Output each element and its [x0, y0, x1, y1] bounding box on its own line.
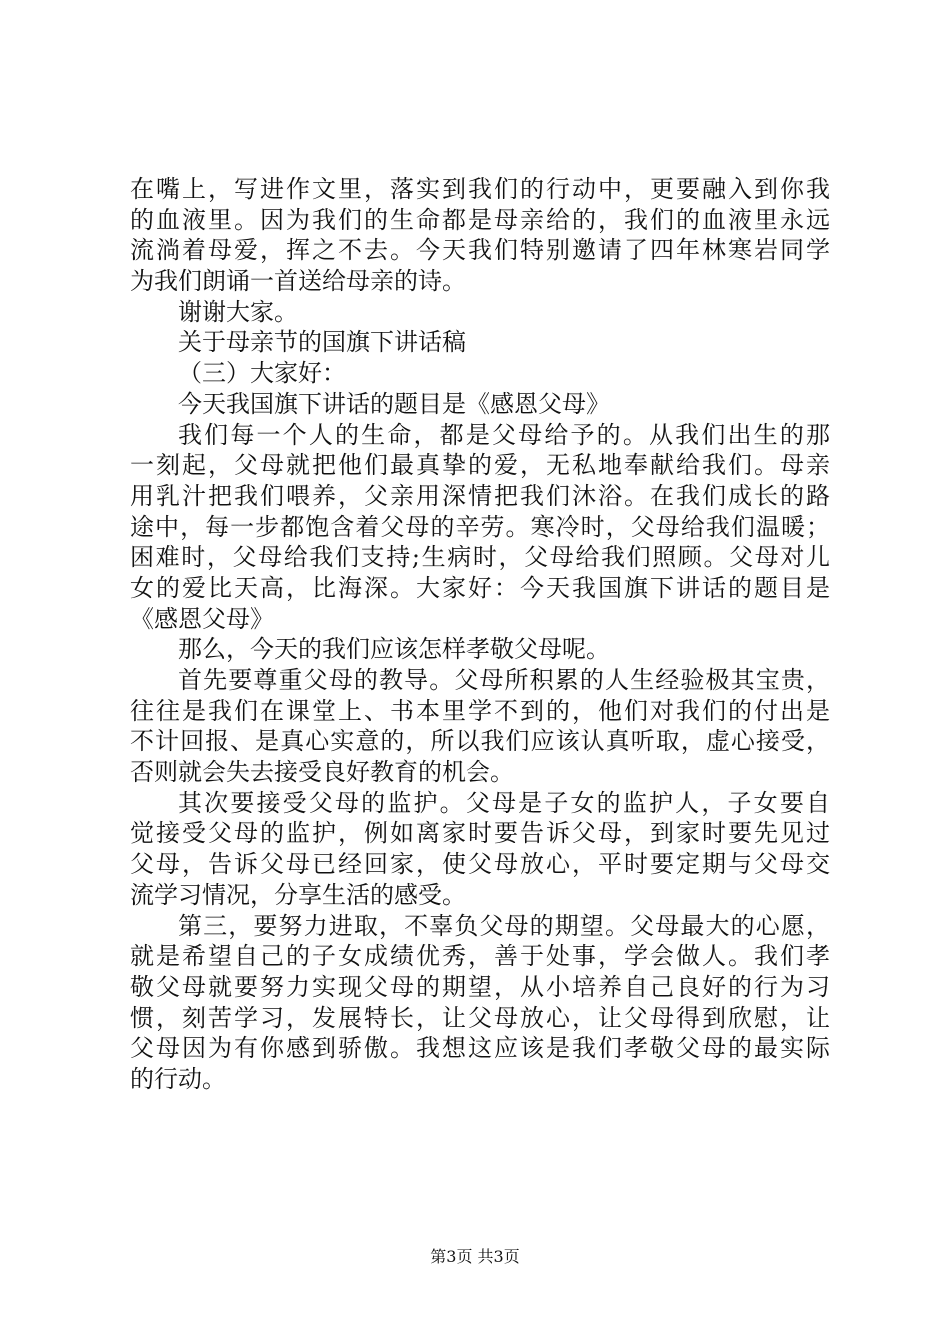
- text-line: 不计回报、是真心实意的，所以我们应该认真听取，虚心接受，: [130, 727, 830, 756]
- text-line: 今天我国旗下讲话的题目是《感恩父母》: [178, 389, 610, 418]
- page-footer: 第3页 共3页: [430, 1247, 520, 1266]
- text-line: 我们每一个人的生命，都是父母给予的。从我们出生的那: [178, 420, 830, 449]
- text-line: 那么，今天的我们应该怎样孝敬父母呢。: [178, 635, 610, 664]
- text-line: 流学习情况，分享生活的感受。: [130, 880, 466, 909]
- text-line: 困难时，父母给我们支持;生病时，父母给我们照顾。父母对儿: [130, 543, 830, 572]
- text-line: 一刻起，父母就把他们最真挚的爱，无私地奉献给我们。母亲: [130, 451, 830, 480]
- text-line: 的血液里。因为我们的生命都是母亲给的，我们的血液里永远: [130, 205, 830, 234]
- text-line: 敬父母就要努力实现父母的期望，从小培养自己良好的行为习: [130, 972, 830, 1001]
- text-line: 谢谢大家。: [178, 297, 298, 326]
- text-line: 第三，要努力进取，不辜负父母的期望。父母最大的心愿，: [178, 911, 830, 940]
- text-line: 为我们朗诵一首送给母亲的诗。: [130, 267, 466, 296]
- text-line: 流淌着母爱，挥之不去。今天我们特别邀请了四年林寒岩同学: [130, 236, 830, 265]
- text-line: 惯，刻苦学习，发展特长，让父母放心，让父母得到欣慰，让: [130, 1003, 830, 1032]
- text-line: 的行动。: [130, 1064, 226, 1093]
- text-line: 父母，告诉父母已经回家，使父母放心，平时要定期与父母交: [130, 850, 830, 879]
- text-line: 否则就会失去接受良好教育的机会。: [130, 758, 514, 787]
- text-line: 女的爱比天高，比海深。大家好：今天我国旗下讲话的题目是: [130, 573, 830, 602]
- text-line: 关于母亲节的国旗下讲话稿: [178, 328, 466, 357]
- text-line: 《感恩父母》: [130, 604, 274, 633]
- text-line: （三）大家好：: [178, 359, 346, 388]
- text-line: 首先要尊重父母的教导。父母所积累的人生经验极其宝贵，: [178, 666, 830, 694]
- body-text: [130, 174, 830, 1095]
- text-line: 在嘴上，写进作文里，落实到我们的行动中，更要融入到你我: [130, 175, 830, 203]
- text-line: 就是希望自己的子女成绩优秀，善于处事，学会做人。我们孝: [130, 942, 830, 971]
- text-line: 往往是我们在课堂上、书本里学不到的，他们对我们的付出是: [130, 696, 830, 725]
- text-line: 途中，每一步都饱含着父母的辛劳。寒冷时，父母给我们温暖；: [130, 512, 830, 541]
- text-line: 觉接受父母的监护，例如离家时要告诉父母，到家时要先见过: [130, 819, 830, 848]
- text-line: 其次要接受父母的监护。父母是子女的监护人，子女要自: [178, 788, 830, 817]
- text-line: 父母因为有你感到骄傲。我想这应该是我们孝敬父母的最实际: [130, 1034, 830, 1063]
- text-line: 用乳汁把我们喂养，父亲用深情把我们沐浴。在我们成长的路: [130, 481, 830, 510]
